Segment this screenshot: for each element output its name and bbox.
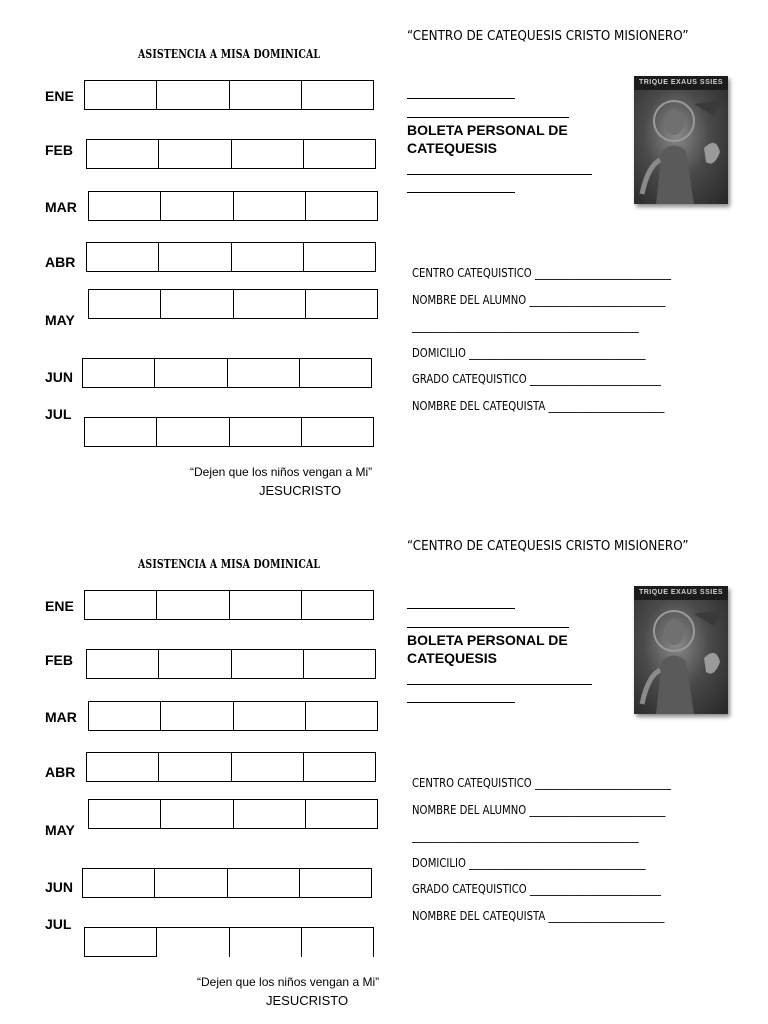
month-label-jun: JUN xyxy=(45,369,74,385)
attendance-title: ASISTENCIA A MISA DOMINICAL xyxy=(138,557,321,571)
attendance-box[interactable] xyxy=(85,418,157,446)
attendance-box[interactable] xyxy=(155,869,227,897)
attendance-box[interactable] xyxy=(161,702,233,730)
attendance-box[interactable] xyxy=(230,591,302,619)
blank-line xyxy=(407,627,569,628)
attendance-box[interactable] xyxy=(161,290,233,318)
attendance-box[interactable] xyxy=(89,800,161,828)
field-nombre-catequista[interactable]: NOMBRE DEL CATEQUISTA _______________________ xyxy=(412,908,665,923)
ticket-card-bottom xyxy=(0,510,768,1022)
blank-line xyxy=(407,174,592,175)
attendance-row-mar xyxy=(88,701,378,731)
attendance-box[interactable] xyxy=(89,290,161,318)
attendance-box[interactable] xyxy=(159,243,231,271)
attendance-box[interactable] xyxy=(228,869,300,897)
attendance-box[interactable] xyxy=(304,650,375,678)
blank-line xyxy=(407,608,515,609)
attendance-box[interactable] xyxy=(306,192,377,220)
month-label-abr: ABR xyxy=(45,764,76,780)
field-centro-catequistico[interactable]: CENTRO CATEQUISTICO ___________________________ xyxy=(412,266,671,280)
attendance-row-jul xyxy=(84,417,374,447)
month-label-jun: JUN xyxy=(45,879,74,895)
attendance-box[interactable] xyxy=(230,418,302,446)
attendance-row-ene xyxy=(84,80,374,110)
attendance-row-abr xyxy=(86,752,376,782)
field-nombre-alumno[interactable]: NOMBRE DEL ALUMNO ___________________________ xyxy=(412,802,666,817)
attendance-box[interactable] xyxy=(157,591,229,619)
attendance-box[interactable] xyxy=(304,753,375,781)
attendance-box[interactable] xyxy=(304,140,375,168)
attendance-box[interactable] xyxy=(89,192,161,220)
attendance-box[interactable] xyxy=(157,928,229,957)
christ-figure-icon xyxy=(634,76,728,204)
attendance-box[interactable] xyxy=(157,418,229,446)
attendance-box[interactable] xyxy=(159,753,231,781)
attendance-box[interactable] xyxy=(306,290,377,318)
attendance-box[interactable] xyxy=(161,800,233,828)
month-label-jul: JUL xyxy=(45,916,72,932)
month-label-abr: ABR xyxy=(45,254,76,270)
attendance-box[interactable] xyxy=(234,192,306,220)
attendance-box[interactable] xyxy=(232,650,304,678)
field-domicilio[interactable]: DOMICILIO ___________________________________ xyxy=(412,345,646,360)
attendance-box[interactable] xyxy=(234,290,306,318)
attendance-box[interactable] xyxy=(87,243,159,271)
boleta-title: BOLETA PERSONAL DE CATEQUESIS xyxy=(407,632,568,666)
month-label-jul: JUL xyxy=(45,406,72,422)
field-nombre-alumno[interactable]: NOMBRE DEL ALUMNO ___________________________ xyxy=(412,292,666,307)
christ-image xyxy=(634,76,728,204)
month-label-feb: FEB xyxy=(45,652,73,668)
attendance-box[interactable] xyxy=(155,359,227,387)
field-nombre-alumno-cont[interactable]: _____________________________________________ xyxy=(412,319,639,333)
attendance-box[interactable] xyxy=(232,140,304,168)
attendance-row-feb xyxy=(86,139,376,169)
attendance-box[interactable] xyxy=(300,359,371,387)
blank-line xyxy=(407,117,569,118)
christ-image xyxy=(634,586,728,714)
attendance-box[interactable] xyxy=(302,81,373,109)
attendance-box[interactable] xyxy=(159,140,231,168)
month-label-may: MAY xyxy=(45,822,75,838)
attendance-row-may xyxy=(88,289,378,319)
field-nombre-catequista[interactable]: NOMBRE DEL CATEQUISTA _______________________ xyxy=(412,398,665,413)
attendance-box[interactable] xyxy=(83,359,155,387)
attendance-box[interactable] xyxy=(306,800,377,828)
month-label-ene: ENE xyxy=(45,598,74,614)
attendance-box[interactable] xyxy=(304,243,375,271)
christ-figure-icon xyxy=(634,586,728,714)
image-band-text: TRIQUE EXAUS SSIES xyxy=(634,76,728,90)
field-grado-catequistico[interactable]: GRADO CATEQUISTICO __________________________ xyxy=(412,882,661,896)
blank-line xyxy=(407,192,515,193)
image-band-text: TRIQUE EXAUS SSIES xyxy=(634,586,728,600)
attendance-row-feb xyxy=(86,649,376,679)
student-form xyxy=(412,776,742,935)
quote-signature: JESUCRISTO xyxy=(259,483,342,498)
attendance-box[interactable] xyxy=(89,702,161,730)
attendance-row-mar xyxy=(88,191,378,221)
attendance-row-ene xyxy=(84,590,374,620)
attendance-box[interactable] xyxy=(85,81,157,109)
attendance-box[interactable] xyxy=(83,869,155,897)
attendance-box[interactable] xyxy=(87,753,159,781)
student-form xyxy=(412,266,742,425)
attendance-box[interactable] xyxy=(85,928,157,957)
attendance-box[interactable] xyxy=(302,928,373,957)
attendance-box[interactable] xyxy=(230,928,302,957)
catechesis-center-name: “CENTRO DE CATEQUESIS CRISTO MISIONERO” xyxy=(407,29,689,44)
month-label-mar: MAR xyxy=(45,709,77,725)
attendance-box[interactable] xyxy=(157,81,229,109)
attendance-box[interactable] xyxy=(230,81,302,109)
month-label-ene: ENE xyxy=(45,88,74,104)
quote-signature: JESUCRISTO xyxy=(266,993,349,1008)
quote: “Dejen que los niños vengan a Mi” xyxy=(190,465,373,479)
blank-line xyxy=(407,98,515,99)
field-nombre-alumno-cont[interactable]: _____________________________________________ xyxy=(412,829,639,843)
attendance-box[interactable] xyxy=(302,591,373,619)
attendance-box[interactable] xyxy=(228,359,300,387)
attendance-title: ASISTENCIA A MISA DOMINICAL xyxy=(138,47,321,61)
attendance-box[interactable] xyxy=(232,243,304,271)
attendance-row-abr xyxy=(86,242,376,272)
boleta-title: BOLETA PERSONAL DE CATEQUESIS xyxy=(407,122,568,156)
month-label-mar: MAR xyxy=(45,199,77,215)
month-label-may: MAY xyxy=(45,312,75,328)
quote: “Dejen que los niños vengan a Mi” xyxy=(197,975,380,989)
field-centro-catequistico[interactable]: CENTRO CATEQUISTICO ___________________________ xyxy=(412,776,671,790)
field-grado-catequistico[interactable]: GRADO CATEQUISTICO __________________________ xyxy=(412,372,661,386)
attendance-box[interactable] xyxy=(85,591,157,619)
attendance-row-may xyxy=(88,799,378,829)
attendance-box[interactable] xyxy=(234,800,306,828)
attendance-box[interactable] xyxy=(302,418,373,446)
attendance-row-jun xyxy=(82,868,372,898)
attendance-box[interactable] xyxy=(87,650,159,678)
attendance-box[interactable] xyxy=(87,140,159,168)
attendance-row-jul xyxy=(84,927,374,957)
catechesis-center-name: “CENTRO DE CATEQUESIS CRISTO MISIONERO” xyxy=(407,539,689,554)
attendance-box[interactable] xyxy=(161,192,233,220)
attendance-box[interactable] xyxy=(159,650,231,678)
attendance-box[interactable] xyxy=(300,869,371,897)
attendance-box[interactable] xyxy=(306,702,377,730)
attendance-row-jun xyxy=(82,358,372,388)
attendance-box[interactable] xyxy=(234,702,306,730)
attendance-box[interactable] xyxy=(232,753,304,781)
field-domicilio[interactable]: DOMICILIO ___________________________________ xyxy=(412,855,646,870)
blank-line xyxy=(407,684,592,685)
blank-line xyxy=(407,702,515,703)
month-label-feb: FEB xyxy=(45,142,73,158)
